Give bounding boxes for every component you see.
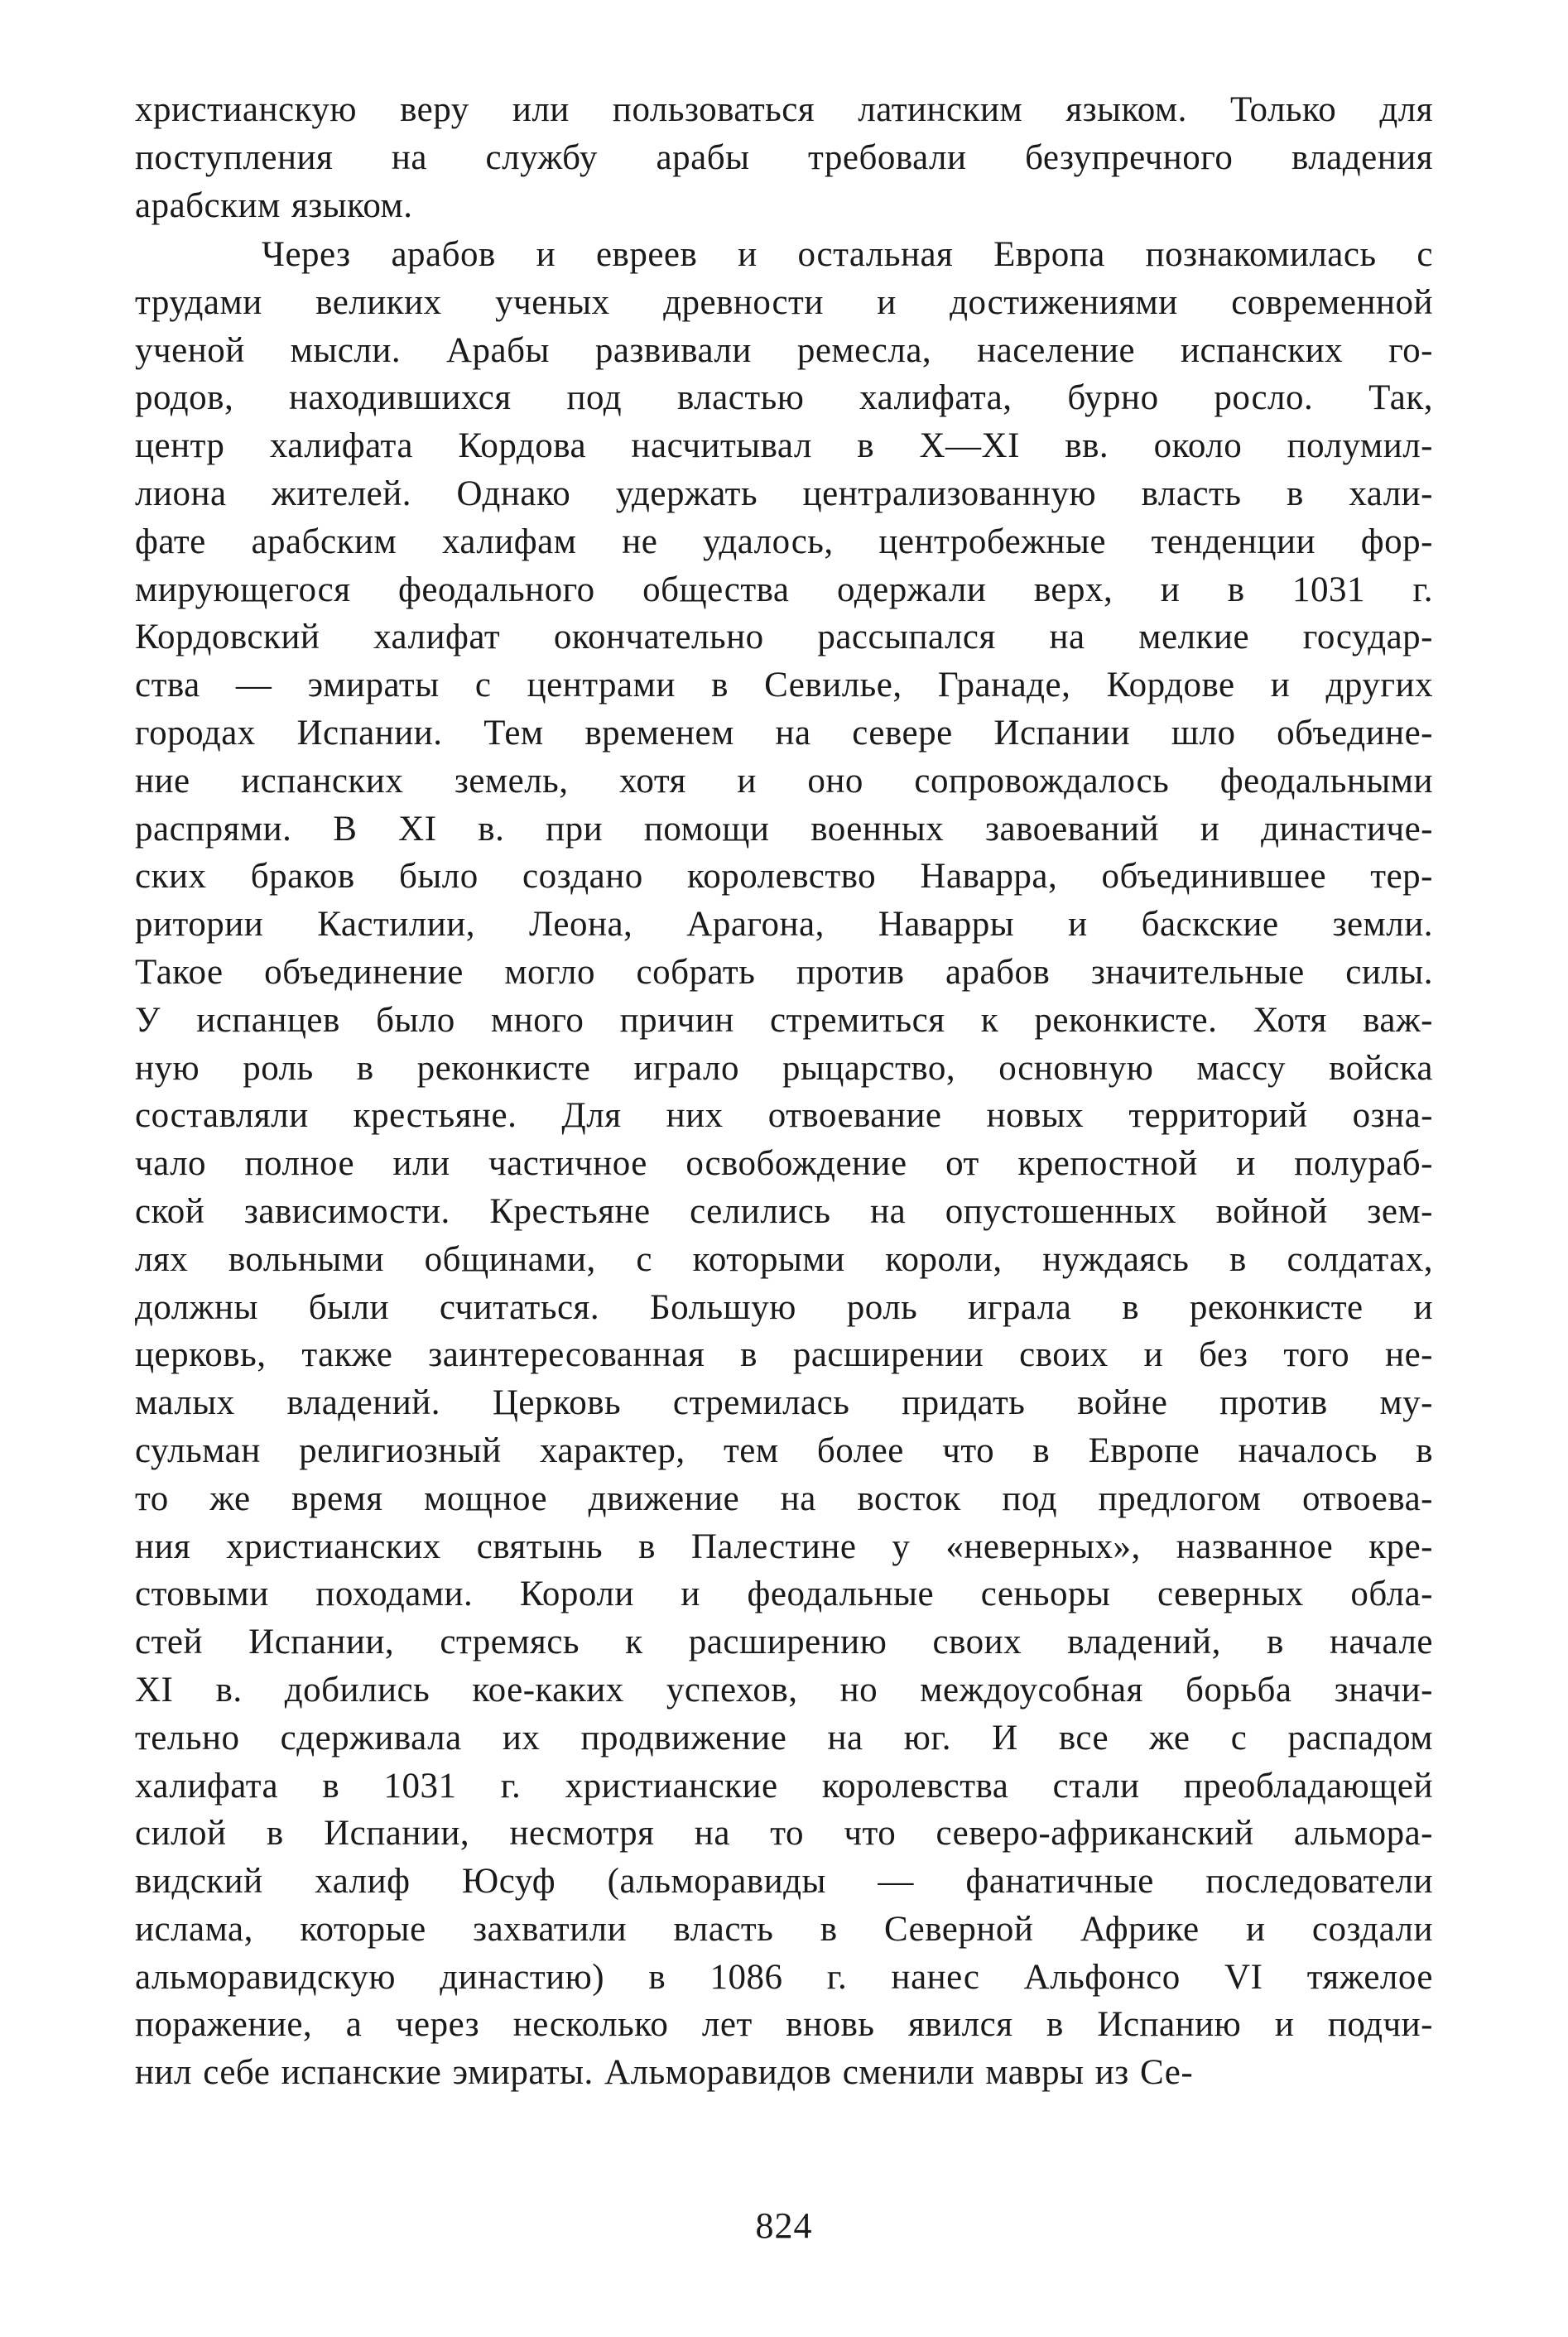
page-number: 824 [755,2205,813,2246]
text-line: У испанцев было много причин стремиться к реконкисте. Хотя важ- [135,1000,1433,1040]
text-line: ние испанских земель, хотя и оно сопровождалось феодальными [135,761,1433,801]
text-line: стей Испании, стремясь к расширению своих владений, в начале [135,1623,1433,1662]
text-line: силой в Испании, несмотря на то что северо-африканский альмора- [135,1814,1433,1854]
text-line: центр халифата Кордова насчитывал в X—XI вв. около полумил- [135,426,1433,466]
text-line: составляли крестьяне. Для них отвоевание новых территорий озна- [135,1096,1433,1136]
text-line: альморавидскую династию) в 1086 г. нанес Альфонсо VI тяжелое [135,1957,1433,1997]
text-line: церковь, также заинтересованная в расширении своих и без того не- [135,1335,1433,1375]
text-line: трудами великих ученых древности и достижениями современной [135,282,1433,322]
text-line: должны были считаться. Большую роль играла в реконкисте и [135,1287,1433,1327]
text-line: XI в. добились кое-каких успехов, но междоусобная борьба значи- [135,1670,1433,1709]
text-line: распрями. В XI в. при помощи военных завоеваний и династиче- [135,809,1433,849]
text-line: лях вольными общинами, с которыми короли, нуждаясь в солдатах, [135,1239,1433,1279]
text-line: ную роль в реконкисте играло рыцарство, основную массу войска [135,1048,1433,1088]
paragraph-2 [135,231,1433,2097]
text-line: городах Испании. Тем временем на севере Испании шло объедине- [135,713,1433,753]
text-line: ния христианских святынь в Палестине у «неверных», названное кре- [135,1527,1433,1566]
text-line: арабским языком. [135,185,413,225]
text-line: Такое объединение могло собрать против арабов значительные силы. [135,952,1433,992]
text-line: Кордовский халифат окончательно рассыпался на мелкие государ- [135,618,1433,657]
text-line: стовыми походами. Короли и феодальные сеньоры северных обла- [135,1575,1433,1614]
text-line: малых владений. Церковь стремилась придать войне против му- [135,1383,1433,1423]
text-line: чало полное или частичное освобождение от крепостной и полураб- [135,1144,1433,1184]
text-line: ритории Кастилии, Леона, Арагона, Наварры и баскские земли. [135,905,1433,945]
text-line: поступления на службу арабы требовали безупречного владения [135,137,1433,177]
text-line: Через арабов и евреев и остальная Европа познакомилась с [262,235,1433,274]
text-line: христианскую веру или пользоваться латинским языком. Только для [135,90,1433,129]
text-line: нил себе испанские эмираты. Альморавидов сменили мавры из Се- [135,2053,1194,2093]
text-line: ских браков было создано королевство Наварра, объединившее тер- [135,857,1433,897]
text-line: видский халиф Юсуф (альморавиды — фанатичные последователи [135,1862,1433,1902]
text-line: фате арабским халифам не удалось, центробежные тенденции фор- [135,522,1433,561]
paragraph-1 [135,86,1433,229]
text-line: сульман религиозный характер, тем более что в Европе началось в [135,1431,1433,1470]
text-line: ученой мысли. Арабы развивали ремесла, население испанских го- [135,330,1433,370]
text-line: родов, находившихся под властью халифата, бурно росло. Так, [135,378,1433,418]
text-line: ства — эмираты с центрами в Севилье, Гранаде, Кордове и других [135,666,1433,705]
text-line: халифата в 1031 г. христианские королевства стали преобладающей [135,1766,1433,1806]
text-line: ислама, которые захватили власть в Северной Африке и создали [135,1909,1433,1949]
text-line: то же время мощное движение на восток под предлогом отвоева- [135,1479,1433,1518]
text-line: лиона жителей. Однако удержать централизованную власть в хали- [135,474,1433,513]
text-line: тельно сдерживала их продвижение на юг. И все же с распадом [135,1718,1433,1758]
text-line: мирующегося феодального общества одержали верх, и в 1031 г. [135,570,1433,609]
text-line: поражение, а через несколько лет вновь явился в Испанию и подчи- [135,2005,1433,2045]
text-line: ской зависимости. Крестьяне селились на опустошенных войной зем- [135,1191,1433,1231]
